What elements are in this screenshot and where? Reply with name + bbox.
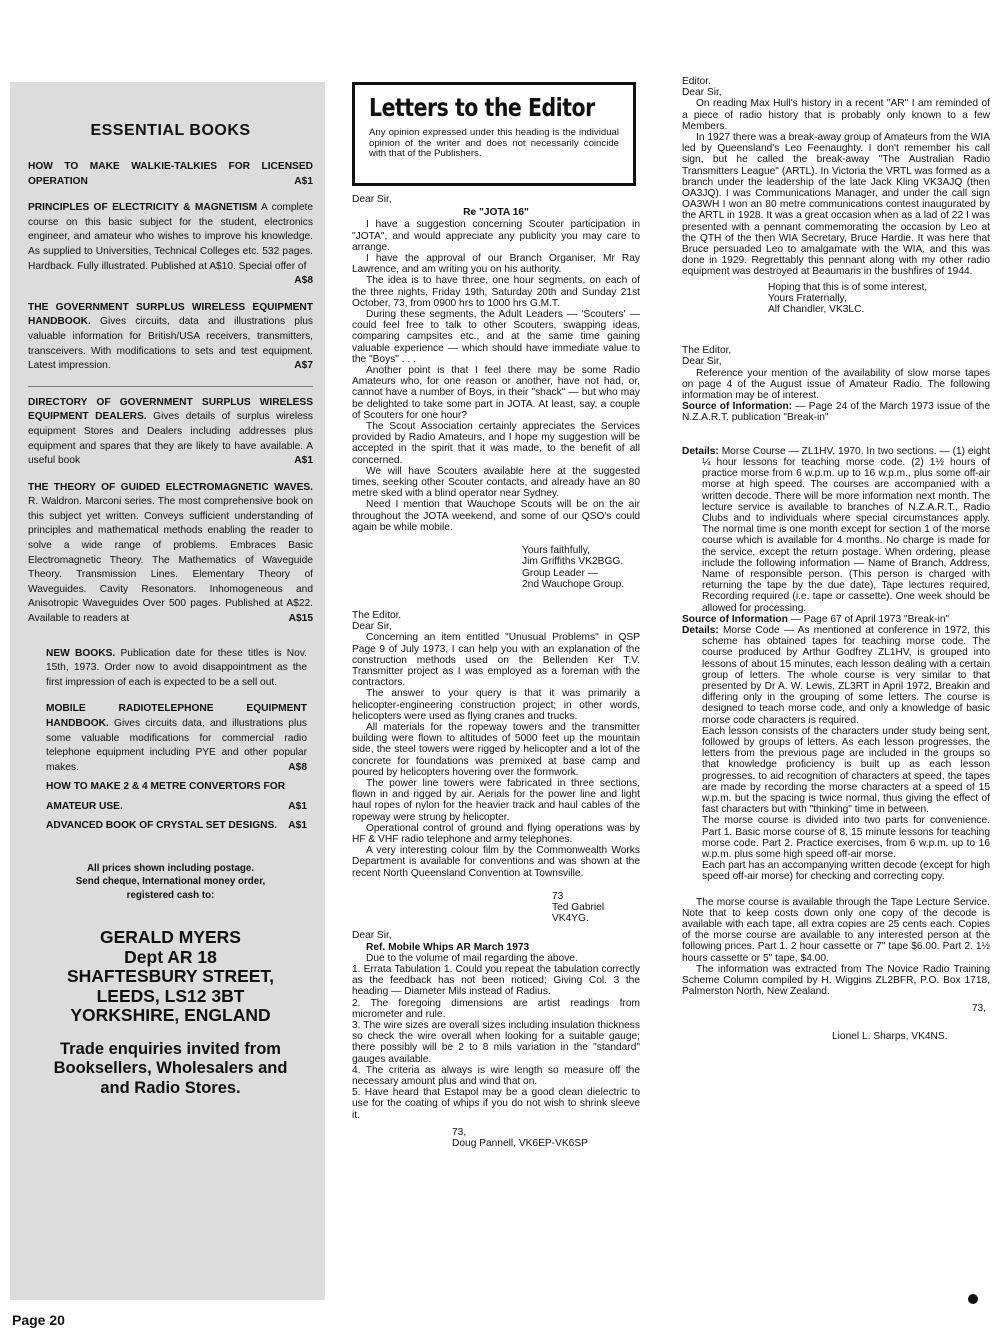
letter-paragraph: Need I mention that Wauchope Scouts will be on the air throughout the JOTA weekend, and some of our QSO's could again be while mobile.: [352, 499, 640, 533]
new-books-title: NEW BOOKS.: [46, 647, 116, 659]
letter-paragraph: The answer to your query is that it was primarily a helicopter-engineering construction project; in other words, helicopters were used as flying cranes and trucks.: [352, 688, 640, 722]
details-block: [682, 625, 990, 726]
book-price: A$8: [294, 275, 313, 287]
letter-paragraph: The power line towers were fabricated in three sections, flown in and rigged by air. Aerials for the power line and light haul ropes of nylon for the heavier track and haul cables of the ropeway were strung by helicopter.: [352, 777, 640, 823]
book-title: HOW TO MAKE WALKIE-TALKIES FOR LICENSED OPERATION: [28, 161, 313, 187]
trade-enquiries: [28, 1040, 313, 1099]
book-description: Gives circuits data, and illustrations plus some valuable modifications for commercial radio telephone equipment including PYE and other popular makes.: [46, 718, 307, 773]
details-paragraph: Each part has an accompanying written decode (except for high speed off-air morse) for checking and correcting copy.: [702, 860, 990, 883]
book-price: A$1: [288, 820, 307, 832]
book-description: Gives circuits, data and illustrations plus valuable information for British/USA receivers, transmitters, transceivers. With modifications to sets and test equipment. Latest impression.: [28, 316, 313, 372]
letters-column-right: [682, 76, 990, 1042]
letter-signature: [682, 1003, 990, 1041]
signature-line: VK4YG.: [552, 913, 589, 925]
section-title: Letters to the Editor: [369, 93, 595, 122]
letter-paragraph: The Scout Association certainly appreciates the Services provided by Radio Amateurs, and I hope my suggestion will be accepted in the spirit that it was made, to the benefit of all concerned.: [352, 421, 640, 466]
book-price: A$1: [294, 455, 313, 467]
signature-line: Doug Pannell, VK6EP-VK6SP: [452, 1138, 588, 1150]
book-title: MOBILE RADIOTELEPHONE EQUIPMENT HANDBOOK.: [46, 703, 307, 729]
letter-mobile-whips: [352, 930, 640, 1149]
letter-paragraph: Reference your mention of the availability of slow morse tapes on page 4 of the August issue of Amateur Radio. The following information may be of interest.: [682, 367, 990, 402]
letter-item: 1. Errata Tabulation 1. Could you repeat the tabulation correctly as the feedback has not been noticed; Giving Col. 3 the heading — Diameter Mils instead of Radius.: [352, 964, 640, 998]
signature-line: Jim Griffiths VK2BGG.: [522, 556, 624, 568]
details-paragraph: Each lesson consists of the characters under study being sent, followed by groups of letters. As each lesson progresses, the letters from the previous page are included in the groups so that knowledge proficiency is built up as each lesson progresses. to aid recognition of characters at speed, the tapes are made by recording the morse characters at a speed of 15 w.p.m. but the spacing is twice normal, thus giving the effect of fast characters but with "thinking" time in between.: [702, 725, 990, 816]
book-description: R. Waldron. Marconi series. The most comprehensive book on this subject yet written. Conveys sufficient understanding of principles and mathematical methods enabling the reader to solve a wide range of problems. Embraces Basic Electromagnetic Theory. The Mathematics of Waveguide Theory. Transmission Lines. Elementary Theory of Waveguides. Cavity Resonators. Inhomogeneous and Anisotropic Waveguides Over 500 pages. Published at A$22. Available to readers at: [28, 496, 313, 625]
letter-signature: [352, 891, 640, 925]
book-title: DIRECTORY OF GOVERNMENT SURPLUS WIRELESS EQUIPMENT DEALERS.: [28, 396, 313, 423]
letter-salutation: Dear Sir,: [352, 621, 392, 633]
letter-morse-tapes: [682, 345, 990, 1042]
letter-paragraph: Operational control of ground and flying operations was by HF & VHF radio telephone and army telephones.: [352, 822, 640, 845]
source-label: Source of Information: [682, 613, 788, 625]
book-price: A$8: [288, 761, 307, 773]
signature-line: Group Leader —: [522, 567, 598, 579]
letter-item: 5. Have heard that Estapol may be a good clean dielectric to use for the coating of whips if you do not wish to shrink sleeve it.: [352, 1087, 640, 1121]
signature-line: 73,: [452, 1126, 467, 1138]
section-banner: [352, 82, 636, 186]
letter-heading: Ref. Mobile Whips AR March 1973: [366, 941, 530, 953]
ordering-note-line: Send cheque, International money order,: [75, 876, 266, 888]
letter-paragraph: All materials for the ropeway towers and the transmitter building were flown to altitudes of 5000 feet up the mountain side, the steel towers were rigged by helicopter and a lot of the concrete for foundations was premixed at base camp and poured by helicopters hovering over the formwork.: [352, 721, 640, 778]
book-entry: [28, 201, 313, 289]
ordering-note-line: All prices shown including postage.: [86, 862, 255, 874]
details-text: Morse Code — As mentioned at conference in 1972, this scheme has obtained tapes for teaching morse code. The course produced by Arthur Godfrey ZL1HV, is grouped into lessons of about 15 minutes, each lesson dealing with a certain group of letters. The whole course is very similar to that presented by Dr A. W. Lewis, ZL3RT in April 1972, Breakin and differing only in the grouping of some letters. The course is designed to teach morse code, and only a knowledge of basic morse code characters is required.: [702, 624, 990, 726]
signature-line: Ted Gabriel: [552, 901, 605, 913]
letter-paragraph: We will have Scouters available here at the suggested times, seeking other Scouter contacts, and already have an 80 metre sked with a blind operator near Sydney.: [352, 465, 640, 500]
book-entry: [28, 301, 313, 374]
letter-helicopter: [352, 610, 640, 924]
new-books-text: Publication date for these titles is Nov. 15th, 1973. Order now to avoid disappointment as the first impression of each is expected to be a sell out.: [46, 647, 307, 688]
address-line: YORKSHIRE, ENGLAND: [70, 1005, 271, 1026]
signature-line: Alf Chandler, VK3LC.: [768, 304, 865, 316]
letters-column-middle: [352, 82, 640, 1149]
trade-line: and Radio Stores.: [100, 1078, 241, 1097]
letter-paragraph: In 1927 there was a break-away group of Amateurs from the WIA led by Queensland's Leo Feenaughty. I don't remember his call sign, but he called the break-away "The Australian Radio Transmitters League" (ARTL). In Victoria the VRTL was formed as a branch under the leadership of the late Jack Kling VK3AJQ (then OA3JQ). I was Communications Manager, and under the call sign OA3WH I won an 80 metre communications contest inaugurated by the ARTL in 1928. It was a great occasion when as a lad of 22 I was presented with a pennant commemorating the occasion by Leo at the QTH of the then WIA Secretary, Bruce Hardie. It was here that Bruce persuaded Leo to amalgamate with the WIA, and this was done in 1929. Regrettably this pennant along with my other radio equipment was destroyed at Beaumaris in the bushfires of 1944.: [682, 132, 990, 278]
book-entry: [28, 396, 313, 469]
source-information: [682, 614, 990, 625]
letter-salutation: Dear Sir,: [682, 87, 722, 99]
divider: [28, 386, 313, 387]
letter-paragraph: On reading Max Hull's history in a recent "AR" I am reminded of a piece of radio history that is probably only known to a few Members.: [682, 98, 990, 132]
signature-line: Lionel L. Sharps, VK4NS.: [832, 1030, 948, 1042]
source-label: Source of Information:: [682, 401, 793, 413]
signature-line: Yours faithfully,: [522, 545, 590, 557]
letter-signature: [682, 282, 990, 316]
source-text: — Page 24 of the March 1973 issue of the N.Z.A.R.T. publication "Break-in": [682, 401, 990, 424]
book-price: A$1: [288, 800, 307, 812]
letter-salutation: The Editor,: [682, 345, 732, 357]
book-entry: [28, 160, 313, 189]
letter-paragraph: I have the approval of our Branch Organiser, Mr Ray Lawrence, and am writing you on his authority.: [352, 253, 640, 276]
letter-jota: [352, 194, 640, 590]
signature-line: 2nd Wauchope Group.: [522, 578, 625, 590]
letter-signature: [352, 1127, 640, 1149]
page-number: Page 20: [12, 1312, 65, 1328]
letter-salutation: Editor.: [682, 76, 711, 87]
details-label: Details:: [682, 445, 719, 457]
letter-paragraph: The information was extracted from The Novice Radio Training Scheme Column compiled by H. Wiggins ZL2BFR, P.O. Box 1718, Palmerston North, New Zealand.: [682, 963, 990, 998]
letter-salutation: The Editor.: [352, 609, 402, 621]
letter-paragraph: A very interesting colour film by the Commonwealth Works Department is available for conventions and was shown at the recent North Queensland Convention at Townsville.: [352, 845, 640, 879]
section-disclaimer: Any opinion expressed under this heading is the individual opinion of the writer and does not necessarily coincide with that of the Publishers.: [369, 127, 619, 160]
address-line: SHAFTESBURY STREET,: [66, 966, 275, 987]
signature-line: Hoping that this is of some interest,: [768, 281, 928, 293]
end-mark: [968, 1294, 978, 1304]
book-entry: [28, 481, 313, 627]
trade-line: Trade enquiries invited from: [60, 1039, 281, 1058]
letter-paragraph: Another point is that I feel there may be some Radio Amateurs who, for one reason or another, have not had, or, cannot have a number of Boys, in their "shack" — but who may be delighted to take some part in JOTA. At least, say, a couple of Scouters for one hour?: [352, 365, 640, 421]
letter-paragraph: I have a suggestion concerning Scouter participation in "JOTA", and would appreciate any publicity you may care to arrange.: [352, 219, 640, 253]
details-text: Morse Course — ZL1HV, 1970. In two sections. — (1) eight ¼ hour lessons for teaching morse code. (2) 1½ hours of practice morse from 6 w.p.m. up to 16 w.p.m., plus some off-air morse at high speed. The courses are accompanied with a written decode. There will be more information next month. The lecture service is available to branches of N.Z.A.R.T., Radio Clubs and to individuals where special circumstances apply. The normal time is one month except for section 1 of the morse course which is available for 4 months. No charge is made for the service, except the return postage. When ordering, please include the following information — Name of Branch, Address, Name of responsible person. (This person is charged with returning the tape by the due date), Tape lectures required, Recording required (i.e. tape or cassette). One week should be allowed for processing.: [702, 445, 990, 614]
book-entry: [46, 777, 307, 816]
ordering-note-line: registered cash to:: [126, 889, 215, 901]
letter-signature: [352, 545, 640, 590]
book-entry: [46, 816, 307, 836]
letter-item: 2. The foregoing dimensions are artist readings from micrometer and rule.: [352, 997, 640, 1020]
letter-paragraph: Concerning an item entitled "Unusual Problems" in QSP Page 9 of July 1973, I can help you with an explanation of the construction methods used on the Bellenden Ker T.V. Transmitter project as I was employed as a foreman with the contractors.: [352, 632, 640, 689]
book-price: A$1: [294, 175, 313, 187]
letter-artl-history: [682, 76, 990, 315]
letter-salutation: Dear Sir,: [352, 930, 392, 942]
book-title: ADVANCED BOOK OF CRYSTAL SET DESIGNS.: [46, 820, 278, 832]
new-books-section: [28, 647, 313, 836]
essential-books-advertisement: [10, 82, 325, 1300]
source-text: — Page 67 of April 1973 "Break-in": [790, 613, 950, 625]
book-title: THE THEORY OF GUIDED ELECTROMAGNETIC WAVES.: [28, 481, 313, 493]
signature-line: 73,: [971, 1003, 986, 1015]
book-title: THE GOVERNMENT SURPLUS WIRELESS EQUIPMENT HANDBOOK.: [28, 301, 313, 328]
book-title: PRINCIPLES OF ELECTRICITY & MAGNETISM: [28, 202, 258, 214]
book-entry: [46, 702, 307, 775]
details-paragraph: The morse course is divided into two parts for convenience. Part 1. Basic morse course of 8, 15 minute lessons for teaching morse code. Part 2. Practice exercises, from 6 w.p.m. up to 16 w.p.m. plus some high speed off-air morse.: [702, 815, 990, 860]
details-block: [682, 446, 990, 614]
letter-salutation: Dear Sir,: [682, 356, 722, 368]
letter-heading: Re "JOTA 16": [463, 207, 529, 219]
ordering-note: [28, 862, 313, 903]
book-price: A$15: [288, 613, 313, 625]
address-line: LEEDS, LS12 3BT: [96, 985, 245, 1006]
letter-paragraph: During these segments, the Adult Leaders — 'Scouters' — could feel free to talk to other Scouters, swapping ideas, comparing campsites etc., and at the same time gaining valuable experience — which should have immediate value to the "Boys" . . .: [352, 309, 640, 365]
signature-line: 73: [552, 890, 564, 902]
letter-paragraph: The idea is to have three, one hour segments, on each of the three nights, Friday 19th, Saturday 20th and Sunday 21st October, 73, from 0900 hrs to 1000 hrs G.M.T.: [352, 275, 640, 309]
details-label: Details:: [682, 624, 719, 636]
letter-item: 3. The wire sizes are overall sizes including insulation thickness so check the wire overall when looking for a suitable gauge; there possibly will be 2 to 8 mils variation in the "standard" gauges available.: [352, 1020, 640, 1065]
letter-item: 4. The criteria as always is wire length so measure off the necessary amount plus and wind that on.: [352, 1064, 640, 1088]
signature-line: Yours Fraternally,: [768, 292, 847, 304]
letter-paragraph: Due to the volume of mail regarding the above.: [366, 952, 578, 964]
letter-salutation: Dear Sir,: [352, 194, 392, 205]
address-line: Dept AR 18: [124, 946, 217, 967]
new-books-notice: [46, 647, 307, 691]
seller-address: [28, 928, 313, 1026]
book-price: A$7: [294, 360, 313, 372]
book-description: A complete course on this basic subject for the student, electronics engineer, and amateur who wishes to improve his knowledge. As supplied to Universities, Technical Colleges etc. 532 pages. Hardback. Fully illustrated. Published at A$10. Special offer of: [28, 202, 313, 272]
trade-line: Booksellers, Wholesalers and: [53, 1059, 288, 1078]
book-description: Gives details of surplus wireless equipment Stores and Dealers including addresses plus equipment and spares that they are likely to have available. A useful book: [28, 411, 313, 467]
source-information: [682, 401, 990, 423]
ad-title: ESSENTIAL BOOKS: [90, 122, 251, 139]
book-title: HOW TO MAKE 2 & 4 METRE CONVERTORS FOR AMATEUR USE.: [46, 781, 286, 812]
address-line: GERALD MYERS: [100, 927, 241, 948]
letter-paragraph: The morse course is available through the Tape Lecture Service. Note that to keep costs down only one copy of the decode is available with each tape, all extra copies are 25 cents each. Copies of the morse course are available to any interested person at the following prices. Part 1. 2 hour cassette or 7" tape $6.00. Part 2. 1½ hours cassette or 5" tape, $4.00.: [682, 896, 990, 964]
